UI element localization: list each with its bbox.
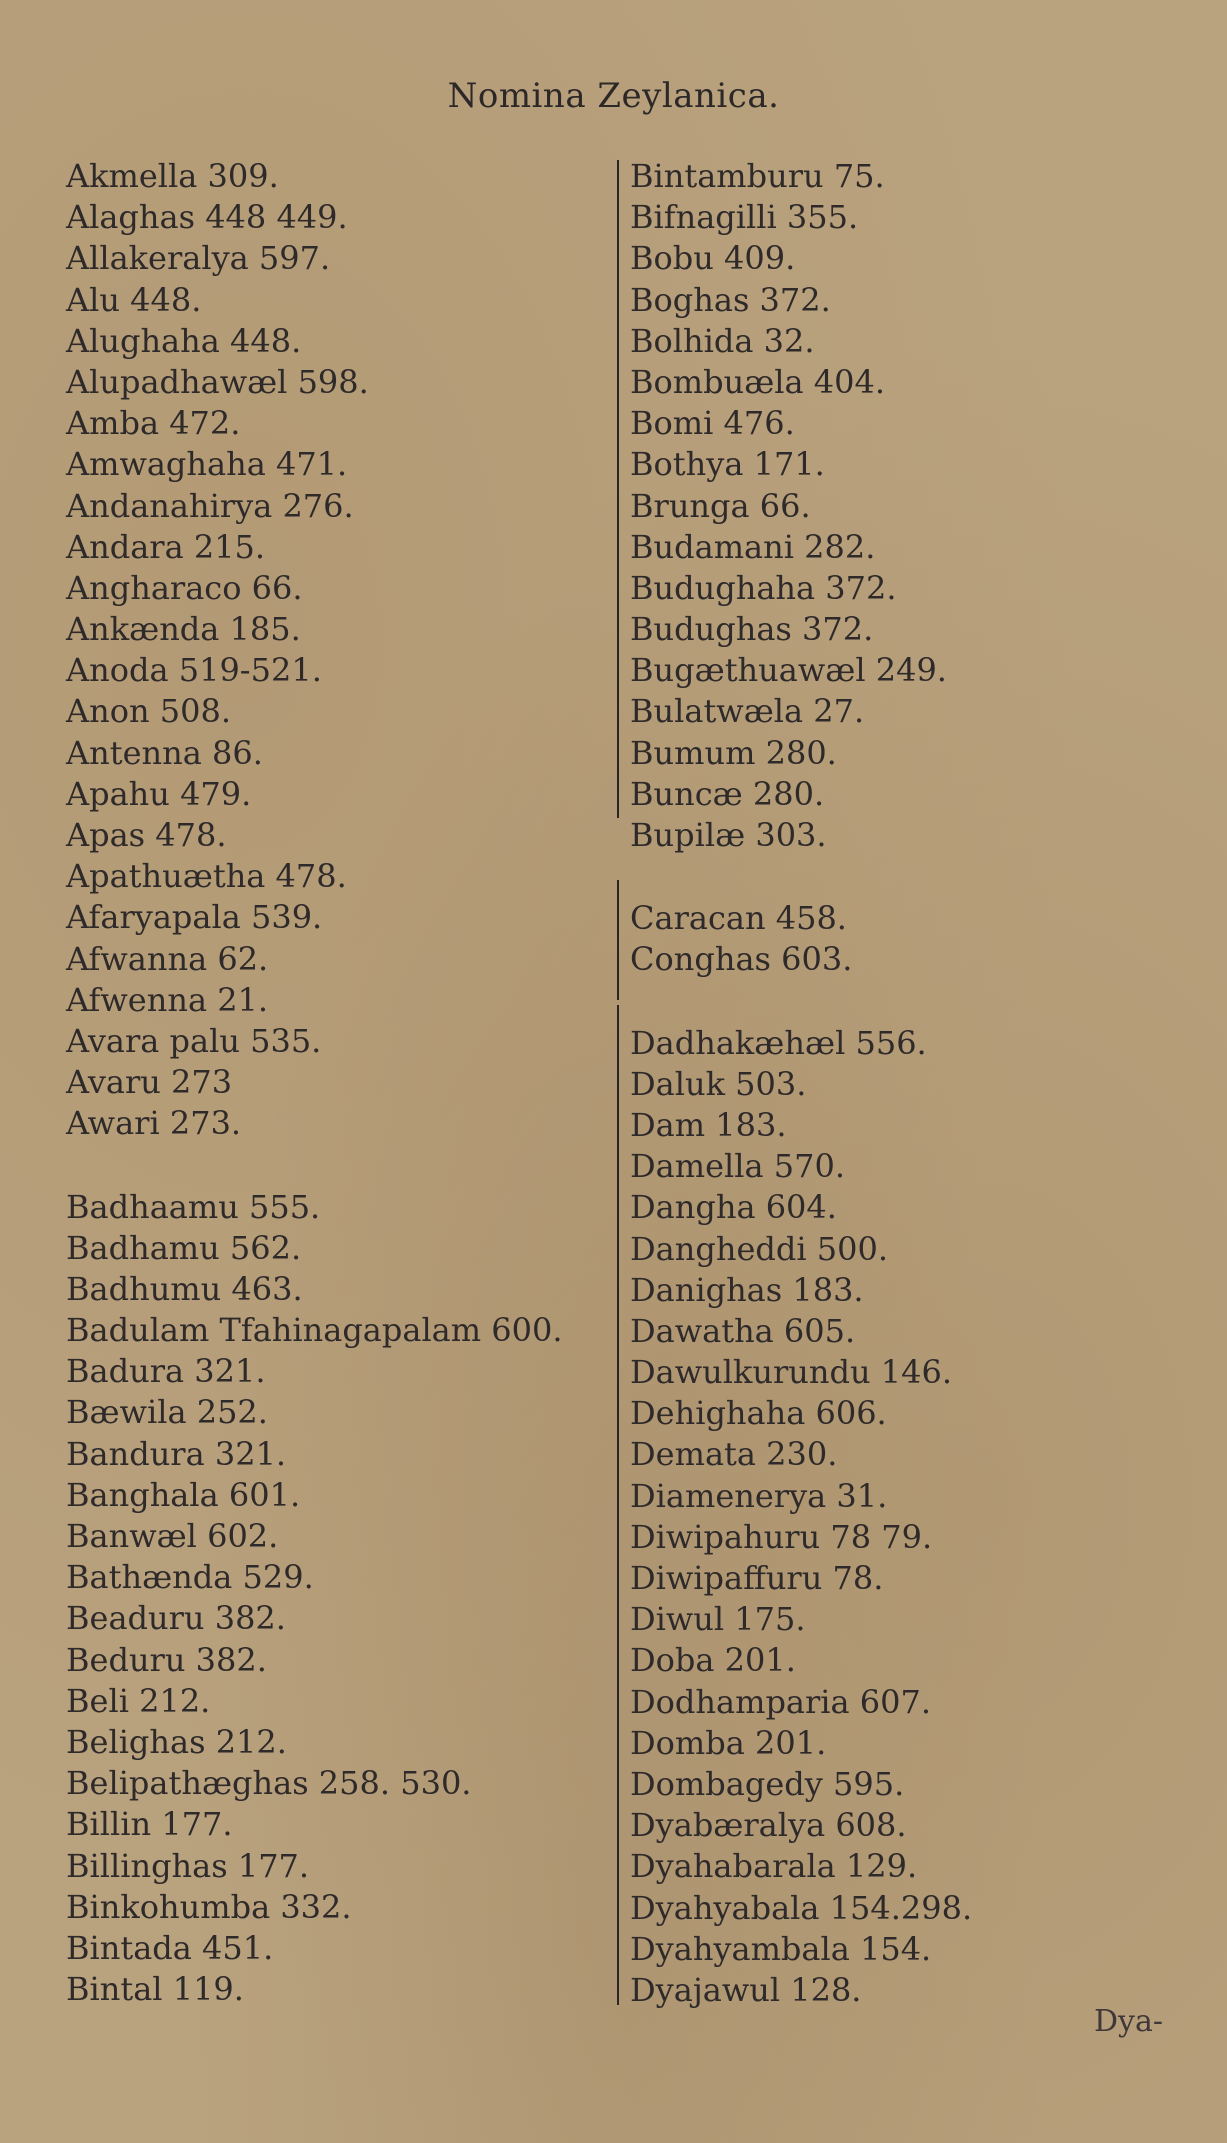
index-entry: Banwæl 602. [66,1517,279,1555]
index-entry: Bifnagilli 355. [630,198,859,237]
index-entry: Bintada 451. [66,1928,274,1967]
index-entry: Demata 230. [630,1435,838,1474]
index-entry: Dam 183. [630,1105,787,1144]
index-entry: Dadhakæhæl 556. [630,1023,927,1062]
index-entry: Anoda 519-521. [66,651,322,690]
index-entry: Beaduru 382. [66,1599,286,1638]
index-entry: Budughas 372. [630,610,874,649]
index-entry: Bintamburu 75. [630,157,885,195]
index-entry: Diwul 175. [630,1600,806,1639]
index-entry: Bumum 280. [630,733,837,772]
index-entry: Andanahirya 276. [66,486,354,525]
index-entry: Binkohumba 332. [66,1887,352,1926]
index-entry: Bulatwæla 27. [630,692,865,731]
index-entry: Akmella 309. [66,157,279,195]
index-entry: Amba 472. [66,404,241,443]
entry-group-c-names [630,898,1190,980]
index-entry: Budughaha 372. [630,568,897,607]
entry-group-b-names [630,156,1190,856]
index-entry: Badura 321. [66,1352,266,1391]
index-entry: Afaryapala 539. [66,898,323,937]
entry-group-b [66,1187,606,2011]
entry-group-a [66,156,606,1145]
index-entry: Banghala 601. [66,1475,301,1514]
index-entry: Amwaghaha 471. [66,445,348,484]
index-entry: Caracan 458. [630,899,847,938]
index-entry: Alupadhawæl 598. [66,362,369,401]
index-entry: Alu 448. [66,280,202,319]
index-entry: Alaghas 448 449. [66,198,348,237]
index-entry: Dangheddi 500. [630,1229,888,1268]
index-entry: Dyahyabala 154.298. [630,1888,973,1927]
index-entry: Bupilæ 303. [630,816,827,854]
index-entry: Bomi 476. [630,404,795,443]
index-entry: Afwenna 21. [66,980,269,1019]
index-entry: Avara palu 535. [66,1021,322,1060]
index-entry: Apathuætha 478. [66,857,347,896]
index-entry: Dyajawul 128. [630,1970,862,2009]
index-entry: Dodhamparia 607. [630,1682,932,1721]
index-entry: Brunga 66. [630,486,811,525]
index-entry: Dawatha 605. [630,1311,856,1350]
group-spacer [630,856,1190,898]
column-rule [617,1005,619,2005]
index-entry: Belighas 212. [66,1722,287,1761]
index-entry: Badhumu 463. [66,1269,303,1308]
index-entry: Bombuæla 404. [630,362,886,401]
index-entry: Awari 273. [66,1104,242,1143]
index-entry: Bolhida 32. [630,321,815,360]
index-entry: Beli 212. [66,1681,211,1720]
column-rule [617,880,619,1000]
column-rule [617,160,619,818]
index-entry: Domba 201. [630,1723,827,1762]
index-entry: Bothya 171. [630,445,825,484]
index-column-left [66,156,606,2010]
page-title: Nomina Zeylanica. [447,76,780,116]
index-entry: Daluk 503. [630,1064,807,1103]
index-entry: Dyabæralya 608. [630,1806,907,1845]
index-entry: Diwipahuru 78 79. [630,1517,933,1556]
index-entry: Bandura 321. [66,1434,287,1473]
index-entry: Billinghas 177. [66,1846,310,1885]
index-entry: Andara 215. [66,527,266,566]
index-entry: Doba 201. [630,1641,796,1680]
index-entry: Apas 478. [66,816,227,854]
index-entry: Apahu 479. [66,774,252,813]
index-entry: Badhaamu 555. [66,1187,321,1226]
catchword: Dya- [1094,2004,1164,2039]
index-entry: Dyahyambala 154. [630,1929,932,1968]
index-entry: Beduru 382. [66,1640,267,1679]
index-entry: Dangha 604. [630,1188,837,1227]
index-entry: Bugæthuawæl 249. [630,651,947,690]
index-entry: Bæwila 252. [66,1393,268,1432]
index-entry: Belipathæghas 258. 530. [66,1764,472,1803]
index-entry: Ankænda 185. [66,610,301,649]
index-entry: Conghas 603. [630,940,853,979]
index-entry: Boghas 372. [630,280,831,319]
index-entry: Antenna 86. [66,733,263,772]
index-entry: Dawulkurundu 146. [630,1353,952,1392]
index-entry: Anon 508. [66,692,232,731]
index-entry: Bathænda 529. [66,1558,314,1597]
index-entry: Afwanna 62. [66,939,269,978]
group-spacer [66,1145,606,1187]
group-spacer [630,981,1190,1023]
index-entry: Angharaco 66. [66,568,303,607]
index-entry: Dyahabarala 129. [630,1847,918,1886]
index-entry: Damella 570. [630,1147,845,1186]
index-entry: Badhamu 562. [66,1228,302,1267]
index-column-right [630,156,1190,2011]
index-entry: Diwipaffuru 78. [630,1559,884,1597]
index-entry: Dehighaha 606. [630,1394,887,1433]
index-entry: Bintal 119. [66,1970,244,2009]
index-entry: Billin 177. [66,1805,233,1844]
index-entry: Alughaha 448. [66,321,302,360]
index-entry: Allakeralya 597. [66,239,331,278]
index-entry: Bobu 409. [630,239,796,278]
index-entry: Danighas 183. [630,1270,864,1309]
entry-group-d-names [630,1023,1190,2012]
index-entry: Budamani 282. [630,527,876,566]
index-entry: Buncæ 280. [630,774,825,813]
index-entry: Avaru 273 [66,1063,233,1102]
index-entry: Dombagedy 595. [630,1764,905,1803]
index-entry: Diamenerya 31. [630,1476,888,1515]
index-entry: Badulam Tfahinagapalam 600. [66,1311,563,1350]
